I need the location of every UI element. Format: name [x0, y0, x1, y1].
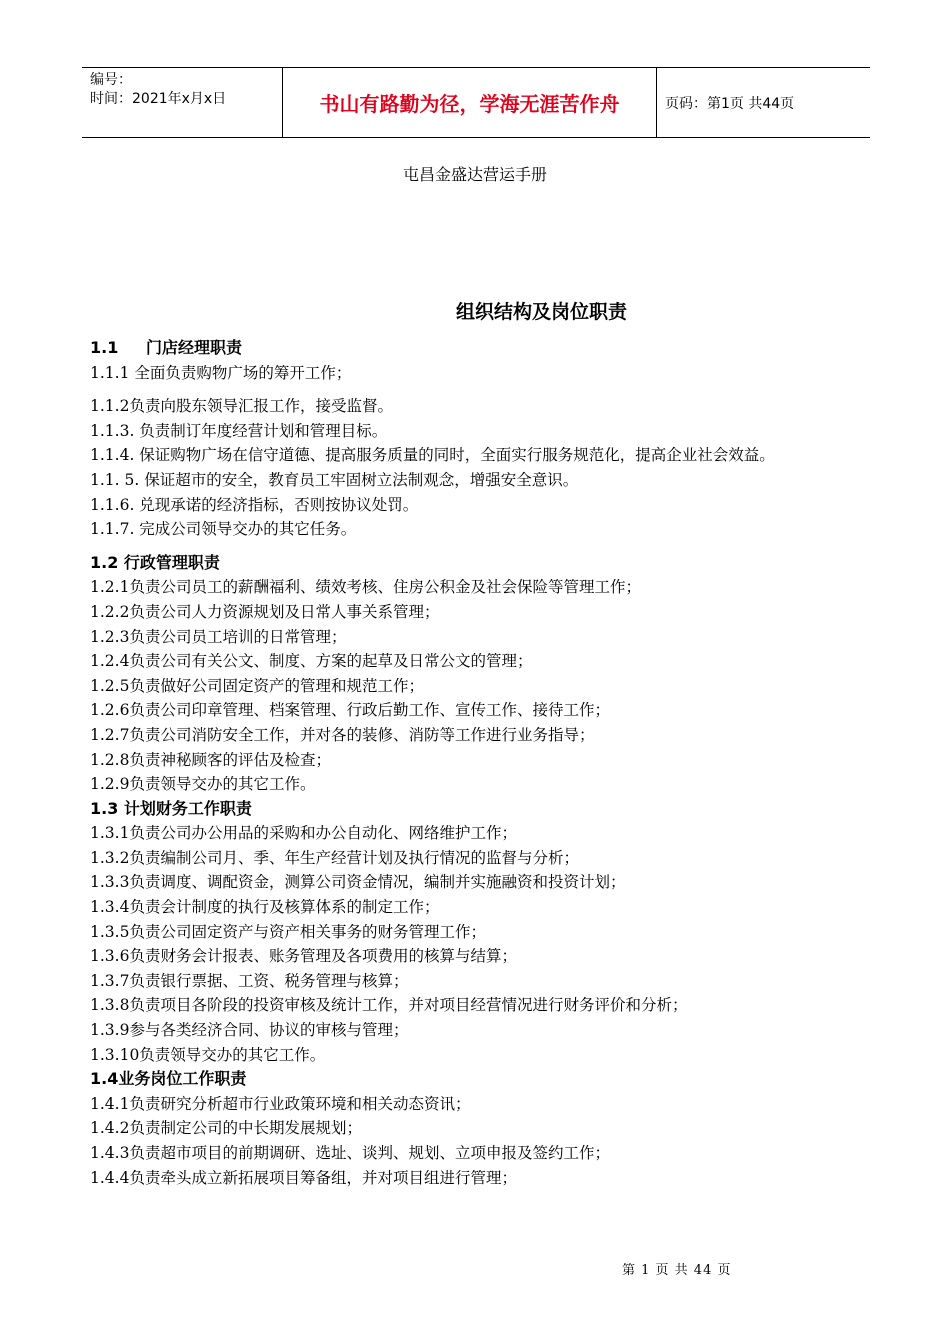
section-heading-text: 门店经理职责	[146, 338, 243, 357]
section-heading-number: 1.1	[90, 338, 119, 357]
section-heading-1-2: 1.2 行政管理职责	[90, 552, 220, 572]
list-item: 1.1.6. 兑现承诺的经济指标，否则按协议处罚。	[90, 495, 419, 514]
list-item: 1.1.2负责向股东领导汇报工作，接受监督。	[90, 397, 393, 416]
list-item: 1.1. 5. 保证超市的安全，教育员工牢固树立法制观念，增强安全意识。	[90, 470, 579, 489]
list-item: 1.2.1负责公司员工的薪酬福利、绩效考核、住房公积金及社会保险等管理工作；	[90, 578, 641, 597]
document-time-label: 时间：2021年x月x日	[90, 91, 227, 107]
section-heading-1-3: 1.3 计划财务工作职责	[90, 798, 252, 818]
document-body	[90, 336, 860, 1190]
list-item: 1.1.7. 完成公司领导交办的其它任务。	[90, 520, 357, 539]
list-item: 1.3.3负责调度、调配资金，测算公司资金情况，编制并实施融资和投资计划；	[90, 873, 626, 892]
list-item: 1.3.1负责公司办公用品的采购和办公自动化、网络维护工作；	[90, 824, 517, 843]
list-item: 1.2.7负责公司消防安全工作，并对各的装修、消防等工作进行业务指导；	[90, 725, 595, 744]
section-title: 组织结构及岗位职责	[456, 301, 628, 323]
list-item: 1.2.5负责做好公司固定资产的管理和规范工作；	[90, 676, 424, 695]
list-item: 1.2.8负责神秘顾客的评估及检查；	[90, 750, 331, 769]
header-page-info: 页码：第1页 共44页	[665, 95, 795, 112]
list-item: 1.1.1 全面负责购物广场的筹开工作；	[90, 363, 352, 382]
list-item: 1.2.6负责公司印章管理、档案管理、行政后勤工作、宣传工作、接待工作；	[90, 701, 610, 720]
list-item: 1.1.4. 保证购物广场在信守道德、提高服务质量的同时，全面实行服务规范化，提高企业社会效益。	[90, 446, 775, 465]
list-item: 1.3.8负责项目各阶段的投资审核及统计工作，并对项目经营情况进行财务评价和分析；	[90, 996, 688, 1015]
list-item: 1.2.3负责公司员工培训的日常管理；	[90, 627, 347, 646]
list-item: 1.4.2负责制定公司的中长期发展规划；	[90, 1119, 362, 1138]
list-item: 1.4.4负责牵头成立新拓展项目筹备组，并对项目组进行管理；	[90, 1168, 517, 1187]
list-item: 1.3.9参与各类经济合同、协议的审核与管理；	[90, 1021, 409, 1040]
header-table	[82, 67, 870, 138]
list-item: 1.3.6负责财务会计报表、账务管理及各项费用的核算与结算；	[90, 947, 517, 966]
header-motto: 书山有路勤为径，学海无涯苦作舟	[283, 68, 657, 137]
list-item: 1.3.2负责编制公司月、季、年生产经营计划及执行情况的监督与分析；	[90, 848, 579, 867]
document-title: 屯昌金盛达营运手册	[402, 165, 547, 184]
document-number-label: 编号：	[90, 72, 132, 88]
list-item: 1.2.2负责公司人力资源规划及日常人事关系管理；	[90, 602, 440, 621]
list-item: 1.3.4负责会计制度的执行及核算体系的制定工作；	[90, 898, 440, 917]
page-footer: 第 1 页 共 44 页	[622, 1263, 732, 1278]
list-item: 1.2.9负责领导交办的其它工作。	[90, 775, 316, 794]
section-heading-1-1	[90, 336, 860, 361]
list-item: 1.4.3负责超市项目的前期调研、选址、谈判、规划、立项申报及签约工作；	[90, 1144, 610, 1162]
spacer	[90, 385, 860, 394]
list-item: 1.3.5负责公司固定资产与资产相关事务的财务管理工作；	[90, 922, 486, 941]
list-item: 1.3.10负责领导交办的其它工作。	[90, 1045, 326, 1064]
list-item: 1.3.7负责银行票据、工资、税务管理与核算；	[90, 971, 409, 990]
header-meta-cell	[82, 68, 283, 137]
list-item: 1.4.1负责研究分析超市行业政策环境和相关动态资讯；	[90, 1094, 471, 1113]
list-item: 1.1.3. 负责制订年度经营计划和管理目标。	[90, 421, 388, 440]
section-heading-1-4: 1.4业务岗位工作职责	[90, 1069, 247, 1089]
list-item: 1.2.4负责公司有关公文、制度、方案的起草及日常公文的管理；	[90, 652, 533, 671]
spacer	[90, 542, 860, 551]
